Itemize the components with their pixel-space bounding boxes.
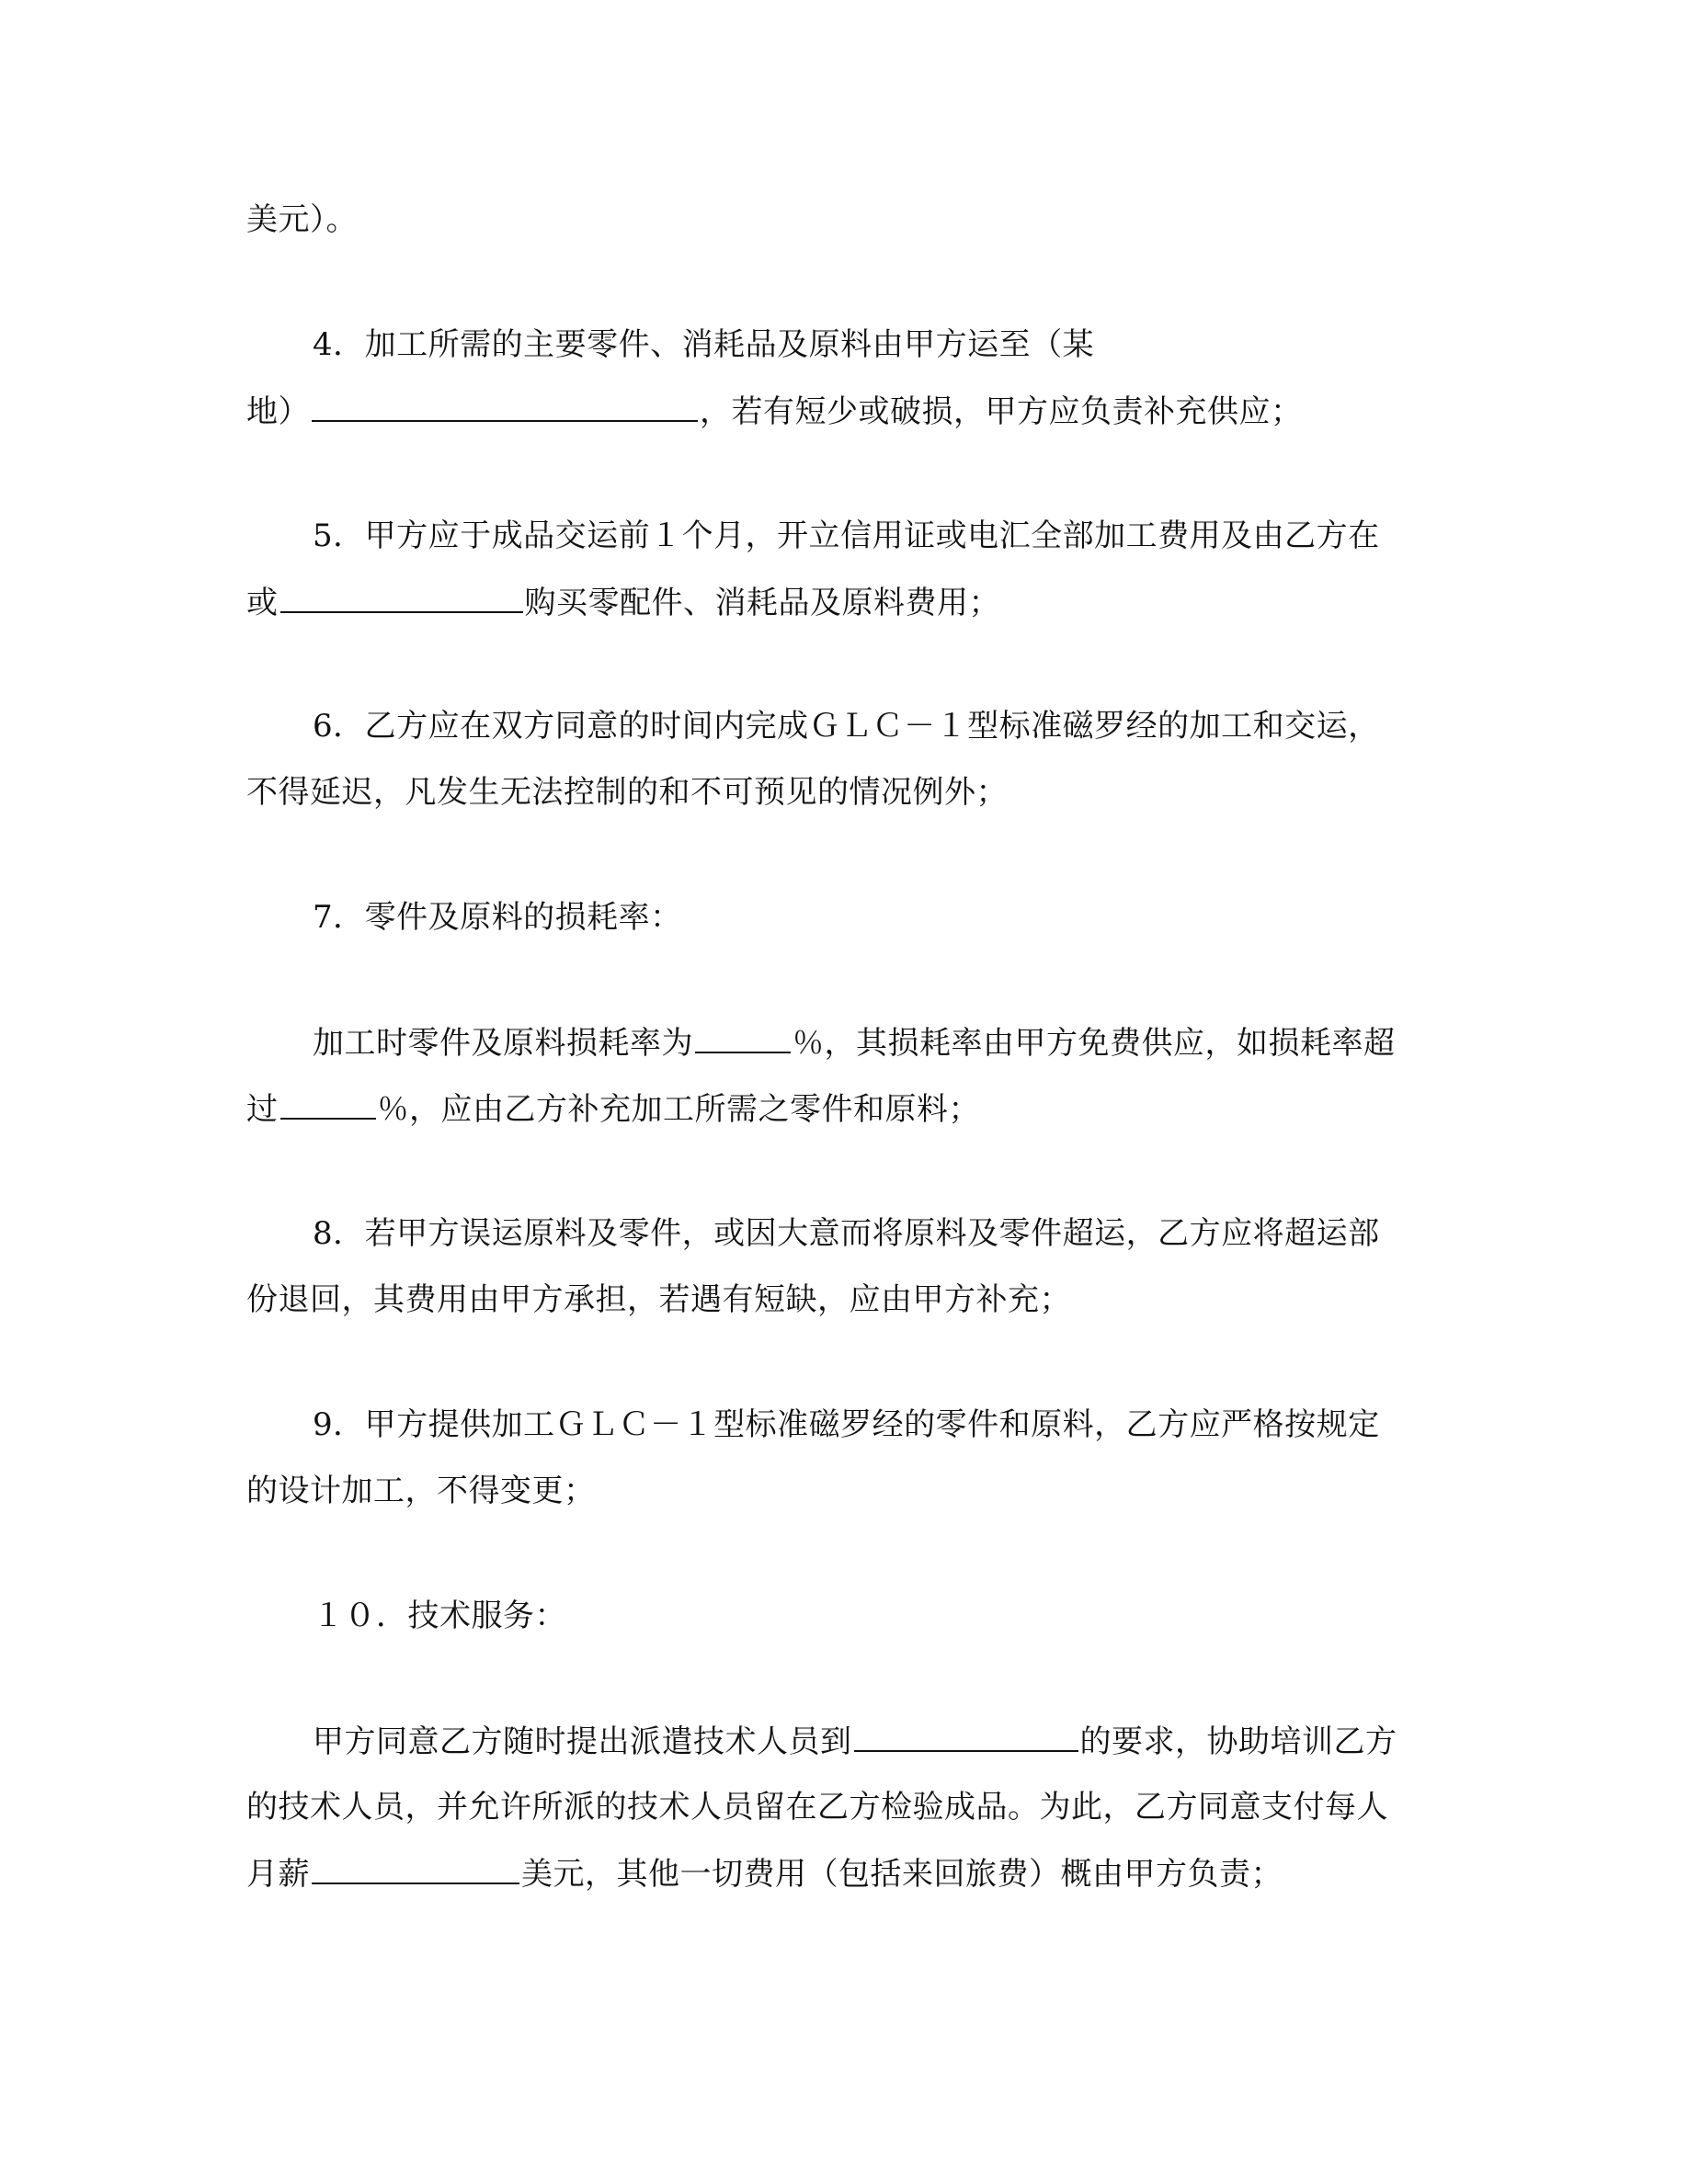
blank-field-monthly-salary[interactable] — [312, 1855, 519, 1884]
clause-10-heading: １０．技术服务： — [313, 1598, 566, 1634]
text-line: 美元）。 — [246, 201, 358, 238]
clause-6-line-2: 不得延迟，凡发生无法控制的和不可预见的情况例外； — [246, 774, 1008, 811]
blank-field-destination[interactable] — [854, 1723, 1078, 1752]
clause-4-line-1: 4．加工所需的主要零件、消耗品及原料由甲方运至（某 — [313, 326, 1095, 363]
clause-9-line-1: 9．甲方提供加工ＧＬＣ－１型标准磁罗经的零件和原料，乙方应严格按规定 — [313, 1406, 1380, 1443]
clause-8-line-1: 8．若甲方误运原料及零件，或因大意而将原料及零件超运，乙方应将超运部 — [313, 1215, 1380, 1252]
clause-7-line-2: 过 ％，应由乙方补充加工所需之零件和原料； — [246, 1091, 980, 1128]
clause-10-line-3: 月薪 美元，其他一切费用（包括来回旅费）概由甲方负责； — [246, 1856, 1283, 1893]
clause-4-line-2: 地） ，若有短少或破损，甲方应负责补充供应； — [246, 393, 1303, 430]
clause-6-line-1: 6．乙方应在双方同意的时间内完成ＧＬＣ－１型标准磁罗经的加工和交运， — [313, 708, 1380, 745]
clause-7-line-1: 加工时零件及原料损耗率为 ％，其损耗率由甲方免费供应，如损耗率超 — [313, 1025, 1396, 1062]
clause-5-line-1: 5．甲方应于成品交运前１个月，开立信用证或电汇全部加工费用及由乙方在 — [313, 518, 1380, 554]
blank-field-purchase-place[interactable] — [280, 584, 523, 613]
clause-9-line-2: 的设计加工，不得变更； — [246, 1473, 596, 1509]
blank-field-location[interactable] — [312, 392, 698, 422]
blank-field-loss-rate-limit[interactable] — [280, 1090, 376, 1120]
clause-8-line-2: 份退回，其费用由甲方承担，若遇有短缺，应由甲方补充； — [246, 1281, 1071, 1318]
blank-field-loss-rate[interactable] — [695, 1024, 791, 1053]
clause-10-line-2: 的技术人员，并允许所派的技术人员留在乙方检验成品。为此，乙方同意支付每人 — [246, 1789, 1388, 1826]
clause-5-line-2: 或 购买零配件、消耗品及原料费用； — [246, 585, 1000, 621]
clause-7-heading: 7．零件及原料的损耗率： — [313, 899, 682, 936]
clause-10-line-1: 甲方同意乙方随时提出派遣技术人员到 的要求，协助培训乙方 — [313, 1723, 1397, 1760]
